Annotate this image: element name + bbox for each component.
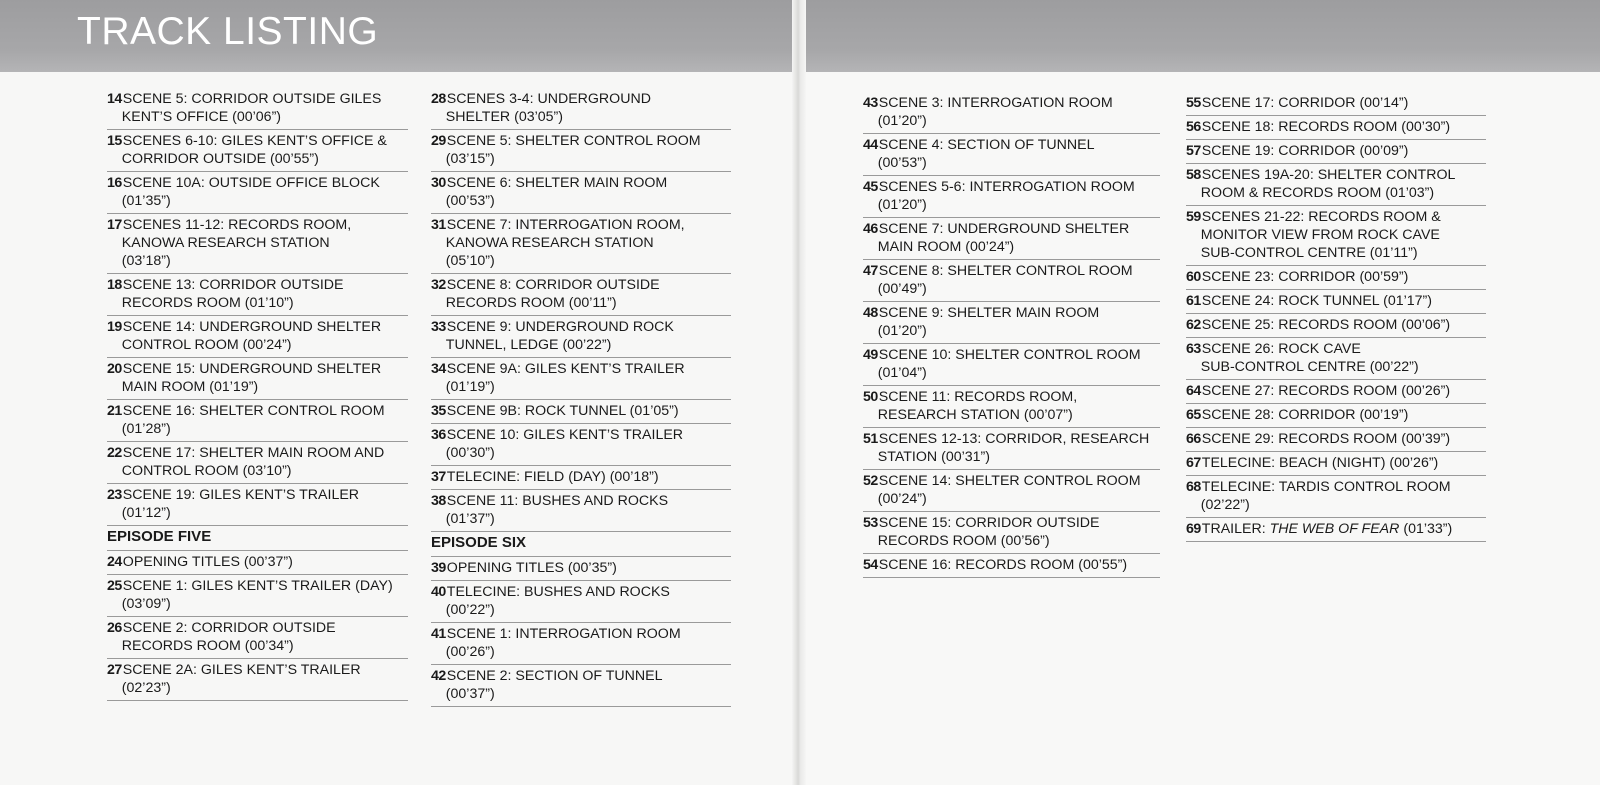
track-title (878, 556, 1160, 574)
track-row (1186, 380, 1486, 404)
track-title-line: MAIN ROOM (00’24”) (877, 239, 1015, 255)
track-number: 47 (863, 263, 878, 279)
track-number: 44 (863, 137, 878, 153)
track-title (878, 262, 1160, 298)
track-row (863, 344, 1160, 386)
track-number: 34 (431, 361, 446, 377)
track-title-line: (01’12”) (121, 505, 171, 521)
track-row (107, 358, 408, 400)
track-title-line: SCENE 2A: GILES KENT’S TRAILER (122, 662, 361, 678)
track-title-line: (03’09”) (121, 596, 171, 612)
track-title (1201, 340, 1486, 376)
track-number: 21 (107, 403, 122, 419)
track-title (446, 559, 731, 577)
track-number: 39 (431, 560, 446, 576)
track-title-line: SCENE 14: SHELTER CONTROL ROOM (878, 473, 1141, 489)
track-title-line: SCENE 23: CORRIDOR (00’59”) (1201, 269, 1409, 285)
track-number: 20 (107, 361, 122, 377)
track-title-line: SCENE 15: UNDERGROUND SHELTER (122, 361, 382, 377)
track-title-line: SCENE 14: UNDERGROUND SHELTER (122, 319, 382, 335)
track-title (122, 486, 408, 522)
track-title (122, 132, 408, 168)
track-row (431, 400, 731, 424)
track-number: 59 (1186, 209, 1201, 225)
track-number: 52 (863, 473, 878, 489)
track-number: 56 (1186, 119, 1201, 135)
track-row (431, 358, 731, 400)
track-title-line: SCENE 9: UNDERGROUND ROCK (446, 319, 674, 335)
track-title (1201, 208, 1486, 262)
track-title-line: (01’19”) (445, 379, 495, 395)
track-title (122, 216, 408, 270)
track-title-line: SCENE 1: INTERROGATION ROOM (446, 626, 681, 642)
track-row (107, 617, 408, 659)
track-title (1201, 94, 1486, 112)
track-title-line: (01’37”) (445, 511, 495, 527)
track-title (878, 346, 1160, 382)
track-number: 62 (1186, 317, 1201, 333)
track-title (122, 318, 408, 354)
track-column-1 (107, 88, 408, 701)
track-title-line: SCENE 11: BUSHES AND ROCKS (446, 493, 669, 509)
track-title-line: (03’18”) (121, 253, 171, 269)
track-row (107, 659, 408, 701)
track-number: 19 (107, 319, 122, 335)
track-number: 50 (863, 389, 878, 405)
track-title-line: (01’20”) (877, 197, 927, 213)
track-number: 53 (863, 515, 878, 531)
track-title-line: (01’20”) (877, 113, 927, 129)
track-row (431, 172, 731, 214)
track-title-line: SCENE 10: GILES KENT’S TRAILER (446, 427, 684, 443)
track-title-line: SCENE 29: RECORDS ROOM (00’39”) (1201, 431, 1451, 447)
track-title (446, 90, 731, 126)
track-title (122, 577, 408, 613)
track-number: 67 (1186, 455, 1201, 471)
track-row (1186, 140, 1486, 164)
track-title-line: SCENE 9B: ROCK TUNNEL (01’05”) (446, 403, 679, 419)
track-number: 55 (1186, 95, 1201, 111)
track-title (1201, 166, 1486, 202)
track-title (122, 444, 408, 480)
track-title (446, 583, 731, 619)
track-title (1201, 478, 1486, 514)
track-title-line: (00’30”) (445, 445, 495, 461)
track-title-line: ROOM & RECORDS ROOM (01’03”) (1200, 185, 1435, 201)
track-title-line: KENT’S OFFICE (00’06”) (121, 109, 282, 125)
track-title (1201, 520, 1486, 538)
track-title (878, 388, 1160, 424)
track-number: 60 (1186, 269, 1201, 285)
track-number: 33 (431, 319, 446, 335)
track-title-line: SCENES 11-12: RECORDS ROOM, (122, 217, 352, 233)
track-row (1186, 518, 1486, 542)
track-title-line: SCENE 7: INTERROGATION ROOM, (446, 217, 685, 233)
track-title-line: SUB-CONTROL CENTRE (01’11”) (1200, 245, 1418, 261)
track-title-line: (01’28”) (121, 421, 171, 437)
track-title (446, 174, 731, 210)
track-number: 57 (1186, 143, 1201, 159)
track-title-line: SCENE 28: CORRIDOR (00’19”) (1201, 407, 1409, 423)
track-title-line: RECORDS ROOM (00’11”) (445, 295, 617, 311)
track-title-line: SCENE 10A: OUTSIDE OFFICE BLOCK (122, 175, 380, 191)
left-page (0, 0, 798, 785)
track-row (431, 557, 731, 581)
track-number: 30 (431, 175, 446, 191)
track-number: 42 (431, 668, 446, 684)
track-number: 48 (863, 305, 878, 321)
track-row (431, 581, 731, 623)
track-title-line: SCENE 8: SHELTER CONTROL ROOM (878, 263, 1133, 279)
track-title-line: SCENE 18: RECORDS ROOM (00’30”) (1201, 119, 1451, 135)
right-page (798, 0, 1600, 785)
track-title-line: SCENES 12-13: CORRIDOR, RESEARCH (878, 431, 1150, 447)
track-row (431, 274, 731, 316)
track-title (1201, 316, 1486, 334)
track-row (107, 551, 408, 575)
track-title-line: SCENE 2: CORRIDOR OUTSIDE (122, 620, 336, 636)
track-title-line: (00’37”) (445, 686, 495, 702)
track-title (878, 220, 1160, 256)
track-title-line: SCENE 11: RECORDS ROOM, (878, 389, 1078, 405)
track-row (863, 512, 1160, 554)
track-title-line: SCENE 15: CORRIDOR OUTSIDE (878, 515, 1100, 531)
track-title-line: RECORDS ROOM (00’56”) (877, 533, 1050, 549)
track-row (1186, 428, 1486, 452)
header-band-left (0, 0, 794, 72)
track-title (878, 304, 1160, 340)
track-column-2 (431, 88, 731, 707)
track-title (878, 136, 1160, 172)
track-row (107, 400, 408, 442)
track-title-line: SCENE 16: SHELTER CONTROL ROOM (122, 403, 385, 419)
track-row (1186, 338, 1486, 380)
track-title-line: SCENE 2: SECTION OF TUNNEL (446, 668, 663, 684)
track-title-line: MONITOR VIEW FROM ROCK CAVE (1200, 227, 1440, 243)
track-title-line: (01’35”) (121, 193, 171, 209)
track-number: 68 (1186, 479, 1201, 495)
track-number: 28 (431, 91, 446, 107)
track-title-line: RESEARCH STATION (00’07”) (877, 407, 1073, 423)
episode-heading: EPISODE SIX (431, 532, 731, 557)
track-number: 24 (107, 554, 122, 570)
track-title (446, 402, 731, 420)
track-title-line: CORRIDOR OUTSIDE (00’55”) (121, 151, 319, 167)
track-title-line: SCENES 19A-20: SHELTER CONTROL (1201, 167, 1456, 183)
track-number: 41 (431, 626, 446, 642)
track-number: 61 (1186, 293, 1201, 309)
track-title (446, 426, 731, 462)
track-row (1186, 116, 1486, 140)
track-row (431, 214, 731, 274)
track-row (863, 386, 1160, 428)
track-column-3 (863, 92, 1160, 578)
track-row (863, 554, 1160, 578)
track-title-line: OPENING TITLES (00’35”) (446, 560, 617, 576)
track-title-segment: (01’33”) (1399, 521, 1453, 537)
track-row (863, 92, 1160, 134)
track-number: 23 (107, 487, 122, 503)
track-title (122, 276, 408, 312)
track-number: 69 (1186, 521, 1201, 537)
track-title-line: SCENE 4: SECTION OF TUNNEL (878, 137, 1095, 153)
track-title-line: KANOWA RESEARCH STATION (121, 235, 330, 251)
track-title (878, 514, 1160, 550)
track-row (107, 575, 408, 617)
track-title-line: (00’49”) (877, 281, 927, 297)
track-title (122, 174, 408, 210)
track-title-line: (00’53”) (877, 155, 927, 171)
track-title-line: SCENE 10: SHELTER CONTROL ROOM (878, 347, 1141, 363)
track-title-line: SCENE 19: CORRIDOR (00’09”) (1201, 143, 1409, 159)
track-row (431, 316, 731, 358)
track-row (107, 88, 408, 130)
track-title-line: SCENE 24: ROCK TUNNEL (01’17”) (1201, 293, 1433, 309)
track-title-line: SHELTER (03’05”) (445, 109, 563, 125)
track-number: 14 (107, 91, 122, 107)
track-title-line: CONTROL ROOM (03’10”) (121, 463, 292, 479)
track-number: 64 (1186, 383, 1201, 399)
track-title-line: KANOWA RESEARCH STATION (445, 235, 654, 251)
track-title-line: SCENE 1: GILES KENT’S TRAILER (DAY) (122, 578, 393, 594)
track-number: 38 (431, 493, 446, 509)
track-title-line: SCENES 6-10: GILES KENT’S OFFICE & (122, 133, 387, 149)
track-title-line: (03’15”) (445, 151, 495, 167)
track-title (446, 318, 731, 354)
track-row (863, 302, 1160, 344)
track-number: 49 (863, 347, 878, 363)
track-number: 32 (431, 277, 446, 293)
track-title (1201, 142, 1486, 160)
track-number: 29 (431, 133, 446, 149)
track-number: 45 (863, 179, 878, 195)
track-row (1186, 452, 1486, 476)
track-row (431, 130, 731, 172)
track-title (122, 90, 408, 126)
track-title-line: (05’10”) (445, 253, 495, 269)
track-number: 27 (107, 662, 122, 678)
track-title-line: SCENE 19: GILES KENT’S TRAILER (122, 487, 360, 503)
track-title (122, 360, 408, 396)
track-number: 63 (1186, 341, 1201, 357)
track-title (1201, 454, 1486, 472)
track-number: 58 (1186, 167, 1201, 183)
track-title (878, 430, 1160, 466)
track-row (431, 623, 731, 665)
track-title (446, 625, 731, 661)
track-title (1201, 406, 1486, 424)
track-title (446, 468, 731, 486)
track-title (1201, 430, 1486, 448)
track-row (107, 316, 408, 358)
track-title (122, 619, 408, 655)
track-title-line: SCENES 5-6: INTERROGATION ROOM (878, 179, 1135, 195)
track-number: 17 (107, 217, 122, 233)
track-row (1186, 92, 1486, 116)
track-title-line: SCENE 25: RECORDS ROOM (00’06”) (1201, 317, 1451, 333)
track-title-line: RECORDS ROOM (00’34”) (121, 638, 294, 654)
track-title-line: SCENE 5: CORRIDOR OUTSIDE GILES (122, 91, 382, 107)
track-title-line: SCENE 16: RECORDS ROOM (00’55”) (878, 557, 1128, 573)
track-title-line: SCENE 9A: GILES KENT’S TRAILER (446, 361, 685, 377)
track-title-line: SCENE 5: SHELTER CONTROL ROOM (446, 133, 701, 149)
track-title (1201, 118, 1486, 136)
track-number: 37 (431, 469, 446, 485)
track-title-line: CONTROL ROOM (00’24”) (121, 337, 292, 353)
track-title-line: (00’53”) (445, 193, 495, 209)
track-title (878, 472, 1160, 508)
track-title-line: SUB-CONTROL CENTRE (00’22”) (1200, 359, 1419, 375)
track-row (431, 665, 731, 707)
track-title-line: (00’26”) (445, 644, 495, 660)
track-number: 18 (107, 277, 122, 293)
track-title-line: (02’23”) (121, 680, 171, 696)
track-column-4 (1186, 92, 1486, 542)
track-row (431, 490, 731, 532)
track-title (122, 402, 408, 438)
track-title (1201, 292, 1486, 310)
track-row (1186, 314, 1486, 338)
booklet-fold (792, 0, 806, 785)
track-row (863, 218, 1160, 260)
header-band-right (802, 0, 1600, 72)
track-title (446, 216, 731, 270)
track-title-line: (02’22”) (1200, 497, 1250, 513)
track-title (446, 132, 731, 168)
track-title-line: (01’04”) (877, 365, 927, 381)
track-title-line: MAIN ROOM (01’19”) (121, 379, 259, 395)
track-number: 31 (431, 217, 446, 233)
track-title (122, 553, 408, 571)
track-title-line: SCENES 3-4: UNDERGROUND (446, 91, 651, 107)
track-number: 15 (107, 133, 122, 149)
track-title (122, 661, 408, 697)
track-title (446, 667, 731, 703)
track-title (878, 178, 1160, 214)
track-title-line: TELECINE: TARDIS CONTROL ROOM (1201, 479, 1451, 495)
track-row (863, 260, 1160, 302)
track-title-segment: TRAILER: (1201, 521, 1270, 537)
track-row (107, 172, 408, 214)
track-row (863, 134, 1160, 176)
track-row (107, 130, 408, 172)
track-row (107, 214, 408, 274)
track-row (863, 176, 1160, 218)
track-title-line: TELECINE: FIELD (DAY) (00’18”) (446, 469, 659, 485)
track-title-line: TUNNEL, LEDGE (00’22”) (445, 337, 612, 353)
track-title (878, 94, 1160, 130)
track-row (1186, 404, 1486, 428)
track-number: 36 (431, 427, 446, 443)
track-number: 35 (431, 403, 446, 419)
track-number: 54 (863, 557, 878, 573)
track-title-line: SCENE 9: SHELTER MAIN ROOM (878, 305, 1100, 321)
track-title-line: (01’20”) (877, 323, 927, 339)
track-number: 25 (107, 578, 122, 594)
track-title-segment: THE WEB OF FEAR (1269, 521, 1400, 537)
track-number: 26 (107, 620, 122, 636)
track-number: 22 (107, 445, 122, 461)
track-title-line: SCENE 17: SHELTER MAIN ROOM AND (122, 445, 385, 461)
track-number: 65 (1186, 407, 1201, 423)
track-title-line: SCENE 8: CORRIDOR OUTSIDE (446, 277, 660, 293)
track-row (1186, 476, 1486, 518)
page-title: TRACK LISTING (77, 10, 379, 53)
track-row (863, 428, 1160, 470)
track-title (1201, 382, 1486, 400)
track-title-line: TELECINE: BUSHES AND ROCKS (446, 584, 670, 600)
track-title-line: SCENES 21-22: RECORDS ROOM & (1201, 209, 1441, 225)
track-number: 16 (107, 175, 122, 191)
track-row (1186, 266, 1486, 290)
track-title-line: (00’22”) (445, 602, 495, 618)
track-title-line: SCENE 3: INTERROGATION ROOM (878, 95, 1113, 111)
track-row (107, 274, 408, 316)
track-title (446, 360, 731, 396)
track-number: 66 (1186, 431, 1201, 447)
track-row (431, 466, 731, 490)
track-title (446, 276, 731, 312)
track-title-line: SCENE 7: UNDERGROUND SHELTER (878, 221, 1130, 237)
episode-heading: EPISODE FIVE (107, 526, 408, 551)
track-title-line: OPENING TITLES (00’37”) (122, 554, 293, 570)
track-title (446, 492, 731, 528)
track-row (431, 88, 731, 130)
track-row (1186, 206, 1486, 266)
track-title-line: SCENE 13: CORRIDOR OUTSIDE (122, 277, 344, 293)
track-number: 46 (863, 221, 878, 237)
track-number: 51 (863, 431, 878, 447)
track-number: 40 (431, 584, 446, 600)
track-title (1201, 268, 1486, 286)
track-title-line: SCENE 6: SHELTER MAIN ROOM (446, 175, 668, 191)
track-row (431, 424, 731, 466)
track-row (1186, 290, 1486, 314)
track-row (107, 484, 408, 526)
track-title-line: STATION (00’31”) (877, 449, 990, 465)
track-title-line: SCENE 17: CORRIDOR (00’14”) (1201, 95, 1409, 111)
track-number: 43 (863, 95, 878, 111)
track-row (107, 442, 408, 484)
track-row (1186, 164, 1486, 206)
track-title-line: SCENE 26: ROCK CAVE (1201, 341, 1361, 357)
track-title-line: (00’24”) (877, 491, 927, 507)
track-title-line: TELECINE: BEACH (NIGHT) (00’26”) (1201, 455, 1439, 471)
track-title-line: RECORDS ROOM (01’10”) (121, 295, 294, 311)
track-row (863, 470, 1160, 512)
track-title-line: SCENE 27: RECORDS ROOM (00’26”) (1201, 383, 1451, 399)
